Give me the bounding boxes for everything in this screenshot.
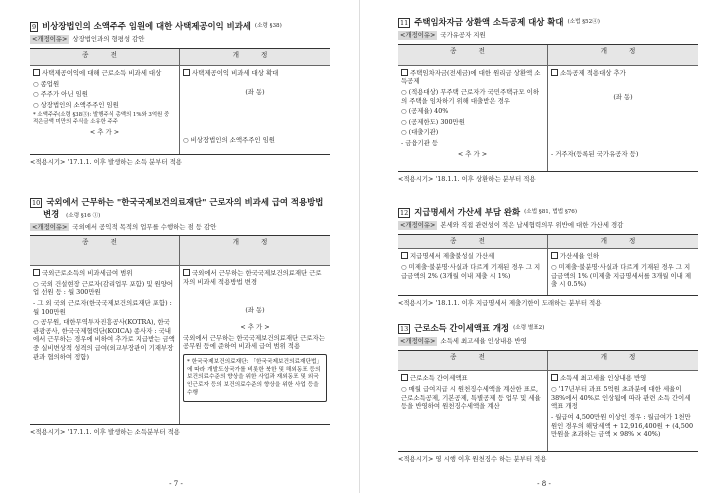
revision-reason — [398, 31, 698, 40]
revision-reason — [30, 35, 330, 44]
section-reference: (소법 §52④) — [567, 18, 600, 25]
reason-tag: <개정이유> — [32, 35, 68, 43]
section-reference: (소령 §16 ①) — [66, 213, 101, 219]
before-footnote: * 소액주주(소령 §38③): 발행주식 총액의 1%와 3억원 중 적은금액 미만의 주식을 소유한 주주 — [33, 111, 170, 125]
section-11 — [398, 16, 698, 183]
left-page — [0, 0, 352, 493]
before-line: ○ 매월 급여지급 시 원천징수세액을 계산한 표로, 근로소득공제, 기본공제, 특별공제 등 업무 및 세율 등을 반영하여 원천징수세액을 계산 — [401, 384, 541, 411]
section-title-line2 — [30, 209, 330, 221]
reason-tag: <개정이유> — [400, 337, 436, 345]
section-number: 9 — [32, 22, 37, 31]
after-line: ○ 미제출·불분명·사실과 다르게 기재된 경우 그 지급금액의 1% (미제출 지급명세서를 3개월 이내 제출 시 0.5%) — [551, 262, 692, 289]
header-after: 개 정 — [548, 45, 698, 66]
section-number: 11 — [400, 18, 409, 27]
page-divider — [359, 0, 360, 493]
after-cell — [180, 66, 330, 154]
checkbox-icon — [551, 69, 558, 76]
section-title — [30, 20, 330, 33]
section-10 — [30, 196, 330, 437]
reason-tag: <개정이유> — [400, 221, 436, 229]
before-line: ○ (공제한도) 300만원 — [401, 117, 465, 126]
before-line: ○ (적용대상) 무주택 근로자가 국민주택규모 이하의 주택을 임차하기 위해 대출받은 경우 — [401, 87, 540, 105]
before-add-marker: < 추 가 > — [89, 128, 120, 137]
effective-date: <적용시기> 영 시행 이후 원천징수 하는 분부터 적용 — [398, 454, 547, 463]
section-9 — [30, 20, 330, 166]
after-line: - 월급여 4,500만원 이상인 경우 : 월급여가 1천만원인 경우의 해당세액 + 12,916,400원 + (4,500만원을 초과하는 금액 × 98% × 40%) — [551, 412, 694, 439]
after-line: 국외에서 근무하는 한국국제보건의료재단 근로자는 공무원 등에 준하여 비과세 급여 범위 적용 — [183, 333, 325, 351]
reason-text: 국가유공자 지원 — [440, 31, 486, 39]
checkbox-icon — [401, 69, 408, 76]
before-line: ○ 미제출·불분명·사실과 다르게 기재된 경우 그 지급금액의 2% (3개월 이내 제출 시 1%) — [401, 262, 541, 280]
effective-date: <적용시기> '18.1.1. 이후 지급명세서 제출기한이 도래하는 분부터 적용 — [398, 298, 602, 307]
checkbox-icon — [183, 69, 190, 76]
header-after: 개 정 — [548, 235, 698, 250]
header-after: 개 정 — [180, 236, 330, 266]
reason-text: 국외에서 공익적 목적의 업무를 수행하는 점 등 감안 — [72, 222, 217, 231]
before-line: ○ 종업원 — [33, 79, 60, 88]
section-title-text: 지급명세서 가산세 부담 완화 — [414, 206, 521, 217]
page-number: - 7 - — [169, 479, 183, 488]
before-line: ○ 상장법인의 소액주주인 임원 — [33, 101, 119, 110]
after-line: 국외에서 근무하는 한국국제보건의료재단 근로자의 비과세 적용방법 변경 — [183, 268, 322, 286]
after-line: 소득공제 적용대상 추가 — [560, 68, 626, 77]
after-line: - 거주자(등록된 국가유공자 등) — [551, 149, 639, 158]
before-line: ○ 주주가 아닌 임원 — [33, 90, 88, 99]
before-cell — [398, 371, 548, 450]
header-before: 종 전 — [398, 235, 548, 250]
before-line: 국외근로소득의 비과세급여 범위 — [42, 268, 133, 277]
right-page — [368, 0, 720, 493]
after-add-marker: < 추 가 > — [240, 322, 270, 331]
page-number: - 8 - — [537, 479, 551, 488]
section-13 — [398, 322, 698, 463]
before-line: ○ 공무원, 대한무역투자진흥공사(KOTRA), 한국관광공사, 한국국제협력단(KOICA) 종사자 : 국내에서 근무하는 경우에 비하여 추가로 지급받는 금액 중 실비변상적 성격의 급여(외교부장관이 기재부장관과 협의하여 정함) — [33, 318, 175, 361]
before-cell — [30, 266, 180, 424]
after-line: ○ '17년부터 과표 5억원 초과분에 대한 세율이 38%에서 40%로 인상됨에 따라 관련 소득 간이세액표 개정 — [551, 384, 691, 411]
after-cell — [548, 249, 698, 294]
before-line: ○ (공제율) 40% — [401, 107, 449, 116]
effective-date: <적용시기> '17.1.1. 이후 발생하는 소득분부터 적용 — [30, 428, 180, 437]
reason-text: 본세와 직접 관련성이 적은 납세협력의무 위반에 대한 가산세 경감 — [440, 221, 624, 229]
comparison-table — [30, 235, 330, 425]
effective-date: <적용시기> '18.1.1. 이후 상환하는 분부터 적용 — [398, 174, 536, 183]
checkbox-icon — [551, 252, 558, 259]
after-same: (좌 동) — [245, 87, 265, 96]
after-same: (좌 동) — [245, 306, 265, 315]
after-cell — [548, 371, 698, 450]
section-12 — [398, 206, 698, 307]
section-reference: (소령 별표2) — [513, 324, 545, 331]
before-cell — [30, 66, 180, 154]
section-reference: (소령 §38) — [254, 22, 282, 29]
checkbox-icon — [183, 269, 190, 276]
after-cell — [548, 66, 698, 171]
section-title-text: 비상장법인의 소액주주 임원에 대한 사택제공이익 비과세 — [42, 20, 251, 31]
revision-reason — [30, 223, 330, 232]
checkbox-icon — [551, 374, 558, 381]
before-line: ○ 국외 건설현장 근로자(감리업무 포함) 및 원양어업 선원 등 : 월 300만원 — [33, 279, 174, 297]
section-title-text: 근로소득 간이세액표 개정 — [414, 322, 510, 333]
revision-reason — [398, 221, 698, 230]
before-line: - 금융기관 등 — [401, 139, 439, 148]
before-add-marker: < 추 가 > — [457, 149, 488, 158]
section-number: 13 — [400, 324, 409, 333]
section-title-text: 국외에서 근무하는 "한국국제보건의료재단" 근로자의 비과세 급여 적용방법 — [46, 196, 324, 207]
section-reference: (소법 §81, 법법 §76) — [524, 208, 578, 215]
header-before: 종 전 — [30, 49, 180, 66]
section-title-text: 변경 — [43, 209, 60, 219]
comparison-table — [398, 350, 698, 452]
before-line: ○ (대출기관) — [401, 128, 439, 137]
reason-tag: <개정이유> — [400, 31, 436, 39]
after-line: 소득세 최고세율 인상내용 반영 — [560, 374, 647, 383]
checkbox-icon — [401, 374, 408, 381]
section-title-text: 주택임차자금 상환액 소득공제 대상 확대 — [414, 16, 564, 27]
before-line: - 그 외 국외 근로자(한국국제보건의료재단 포함) : 월 100만원 — [33, 298, 172, 316]
header-after: 개 정 — [548, 351, 698, 372]
comparison-table — [30, 48, 330, 155]
reason-tag: <개정이유> — [32, 222, 68, 231]
before-line: 근로소득 간이세액표 — [410, 374, 468, 383]
revision-reason — [398, 337, 698, 346]
section-number: 10 — [32, 198, 41, 207]
header-before: 종 전 — [30, 236, 180, 266]
section-title — [398, 16, 698, 29]
after-same: (좌 동) — [613, 93, 633, 102]
comparison-table — [398, 234, 698, 296]
comparison-table — [398, 44, 698, 172]
header-after: 개 정 — [180, 49, 330, 66]
section-title — [398, 322, 698, 335]
header-before: 종 전 — [398, 45, 548, 66]
checkbox-icon — [401, 252, 408, 259]
after-line: 사택제공이익 비과세 대상 확대 — [192, 69, 279, 78]
checkbox-icon — [33, 269, 40, 276]
before-line: 지급명세서 제출불성실 가산세 — [410, 252, 495, 261]
before-line: 사택제공이익에 대해 근로소득 비과세 대상 — [42, 69, 162, 78]
section-number: 12 — [400, 208, 409, 217]
checkbox-icon — [33, 69, 40, 76]
header-before: 종 전 — [398, 351, 548, 372]
before-cell — [398, 249, 548, 294]
section-title — [30, 196, 330, 209]
before-line: 주택임차자금(전세금)에 대한 원리금 상환액 소득공제 — [401, 68, 541, 86]
reason-text: 소득세 최고세율 인상내용 반영 — [440, 337, 527, 345]
after-line: ○ 비상장법인의 소액주주인 임원 — [183, 136, 275, 145]
effective-date: <적용시기> '17.1.1. 이후 발생하는 소득 분부터 적용 — [30, 157, 182, 166]
note-box: * 한국국제보건의료재단: 「한국국제보건의료재단법」에 따라 개발도상국가를 비롯한 북한 및 해외동포 등의 보건의료수준의 향상을 위한 사업과 재외동포 및 외국인근로자 등의 보건의료수준의 향상을 위한 사업 등을 수행 — [183, 354, 327, 402]
section-title — [398, 206, 698, 219]
after-cell — [180, 266, 330, 424]
reason-text: 상장법인과의 형평성 감안 — [72, 35, 145, 43]
before-cell — [398, 66, 548, 171]
after-line: 가산세율 인하 — [560, 252, 600, 261]
